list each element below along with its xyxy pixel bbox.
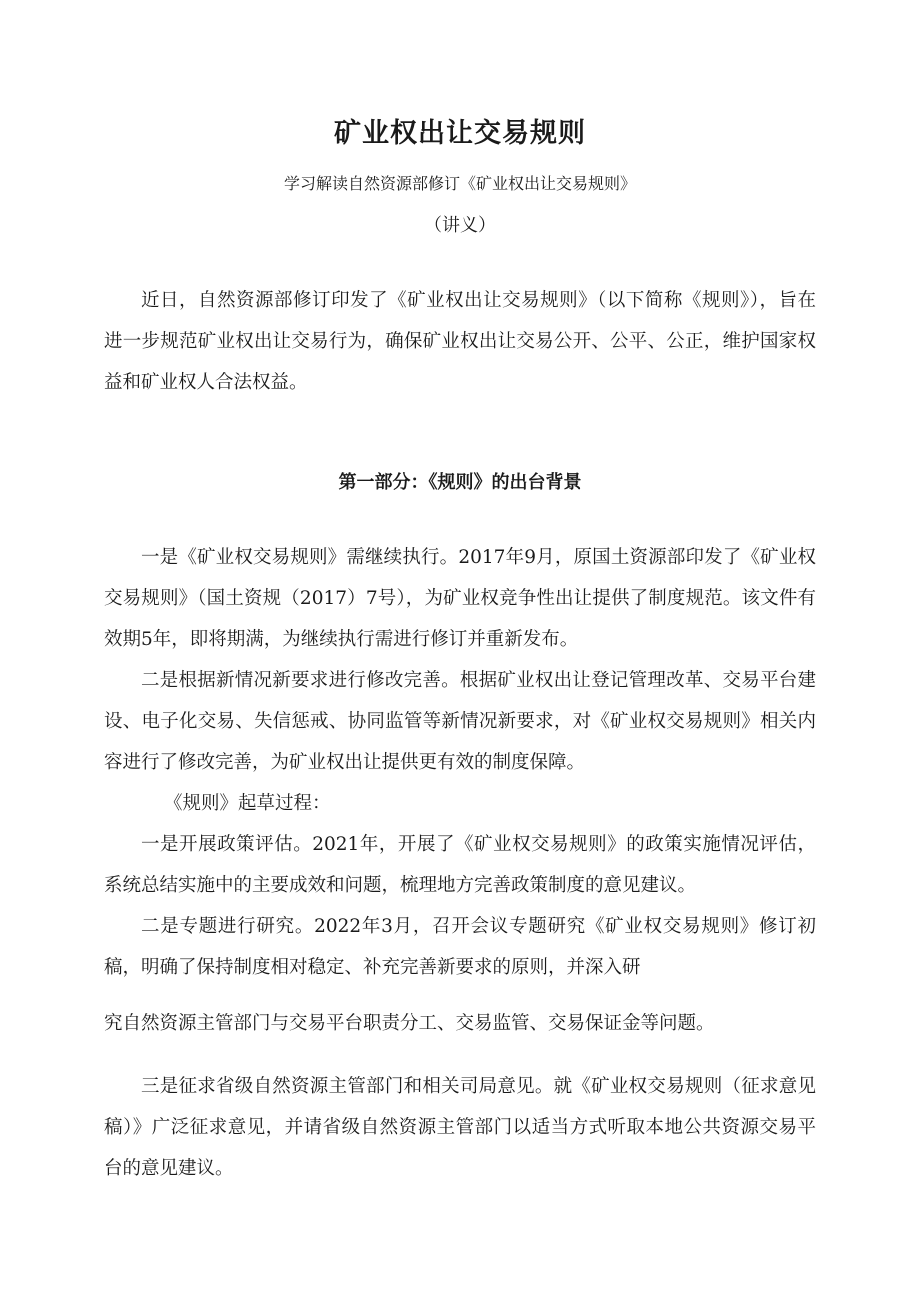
drafting-paragraph-2b: 究自然资源主管部门与交易平台职责分工、交易监管、交易保证金等问题。	[104, 1013, 715, 1034]
background-paragraph-2: 二是根据新情况新要求进行修改完善。根据矿业权出让登记管理改革、交易平台建设、电子化交易、失信惩戒、协同监管等新情况新要求，对《矿业权交易规则》相关内容进行了修改完善，为矿业权出让提供更有效的制度保障。	[104, 670, 816, 773]
document-subtitle: 学习解读自然资源部修订《矿业权出让交易规则》	[283, 174, 636, 193]
drafting-heading: 《规则》起草过程：	[164, 793, 331, 814]
background-paragraph-1: 一是《矿业权交易规则》需继续执行。2017年9月，原国土资源部印发了《矿业权交易规则》（国土资规（2017）7号），为矿业权竞争性出让提供了制度规范。该文件有效期5年，即将期满，为继续执行需进行修订并重新发布。	[104, 547, 816, 650]
intro-paragraph: 近日，自然资源部修订印发了《矿业权出让交易规则》（以下简称《规则》），旨在进一步规范矿业权出让交易行为，确保矿业权出让交易公开、公平、公正，维护国家权益和矿业权人合法权益。	[104, 290, 816, 393]
document-title: 矿业权出让交易规则	[334, 118, 586, 149]
drafting-paragraph-2a: 二是专题进行研究。2022年3月，召开会议专题研究《矿业权交易规则》修订初稿，明确了保持制度相对稳定、补充完善新要求的原则，并深入研	[104, 916, 816, 978]
drafting-paragraph-3: 三是征求省级自然资源主管部门和相关司局意见。就《矿业权交易规则（征求意见稿）》广泛征求意见，并请省级自然资源主管部门以适当方式听取本地公共资源交易平台的意见建议。	[104, 1076, 816, 1179]
drafting-paragraph-1: 一是开展政策评估。2021年，开展了《矿业权交易规则》的政策实施情况评估，系统总结实施中的主要成效和问题，梳理地方完善政策制度的意见建议。	[104, 834, 816, 896]
lecture-label: （讲义）	[424, 215, 496, 236]
section-heading: 第一部分：《规则》的出台背景	[338, 472, 582, 493]
